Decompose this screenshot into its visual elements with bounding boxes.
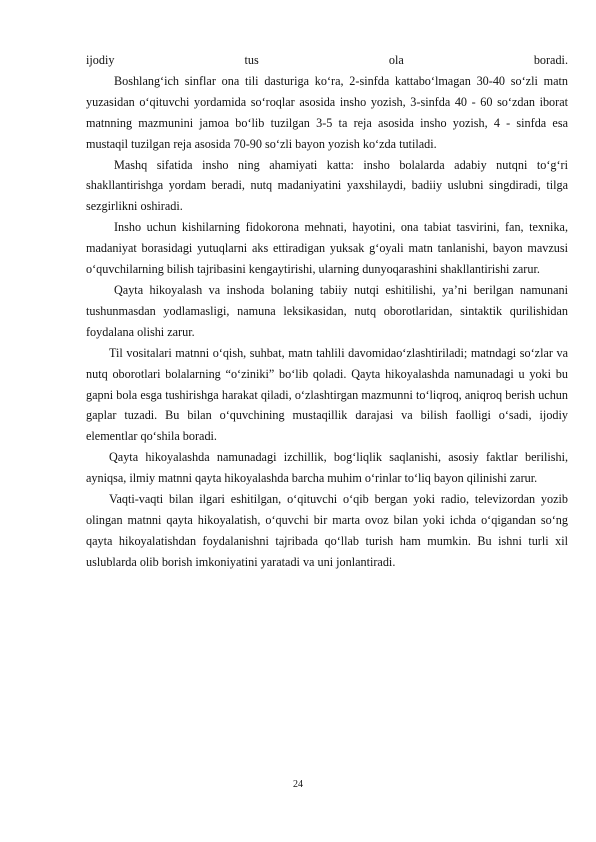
paragraph-language-tools: Til vositalari matnni o‘qish, suhbat, matn tahlili davomidao‘zlashtiriladi; matndagi so‘zlar va nutq oborotlari bolalarning “o‘ziniki” bo‘lib qoladi. Qayta hikoyalashda namunadagi u yoki bu gapni bola esga tushirishga harakat qiladi, o‘zlashtirgan mazmunni to‘liqroq, aniqroq berish uchun gaplar tuzadi. Bu bilan o‘quvchining mustaqillik darajasi va bilish faolligi o‘sadi, ijodiy elementlar qo‘shila boradi.	[86, 345, 568, 444]
continued-line	[86, 50, 568, 71]
word-ijodiy: ijodiy	[86, 53, 115, 67]
paragraph-curriculum: Boshlang‘ich sinflar ona tili dasturiga ko‘ra, 2-sinfda kattabo‘lmagan 30-40 so‘zli matn yuzasidan o‘qituvchi yordamida so‘roqlar asosida insho yozish, 3-sinfda 40 - 60 so‘zdan iborat matnning mazmunini jamoa bo‘lib tuzilgan 3-5 ta reja asosida insho yozish, 4 - sinfda esa mustaqil tuzilgan reja asosida 70-90 so‘zli bayon yozish ko‘zda tutiladi.	[86, 73, 568, 151]
paragraph-text-selection: Insho uchun kishilarning fidokorona mehnati, hayotini, ona tabiat tasvirini, fan, texnika, madaniyat borasidagi yutuqlarni aks ettiradigan yuksak g‘oyali matn tanlanishi, bayon mavzusi o‘quvchilarning bilish tajribasini kengaytirishi, ularning dunyoqarashini shakllantirishi zarur.	[86, 220, 568, 277]
document-page	[86, 50, 568, 573]
page-number: 24	[293, 779, 303, 790]
paragraph-retelling-consistency: Qayta hikoyalashda namunadagi izchillik, bog‘liqlik saqlanishi, asosiy faktlar berilishi, ayniqsa, ilmiy matnni qayta hikoyalashda barcha muhim o‘rinlar to‘liq bayon qilinishi zarur.	[86, 450, 568, 486]
word-boradi: boradi.	[533, 53, 568, 67]
paragraph-importance: Mashq sifatida insho ning ahamiyati katta: insho bolalarda adabiy nutqni to‘g‘ri shakllantirishga yordam beradi, nutq madaniyatini yaxshilaydi, badiiy uslubni singdiradi, tilga sezgirlikni oshiradi.	[86, 157, 568, 214]
paragraph-retelling-practice: Vaqti-vaqti bilan ilgari eshitilgan, o‘qituvchi o‘qib bergan yoki radio, televizordan yozib olingan matnni qayta hikoyalatish, o‘quvchi bir marta ovoz bilan yoki ichda o‘qigandan so‘ng qayta hikoyalatishdan foydalanishni tajribada qo‘llab turish ham mumkin. Bu ishni turli xil uslublarda olib borish imkoniyatini yaratadi va uni jonlantiradi.	[86, 492, 568, 569]
word-ola: ola	[388, 53, 404, 67]
word-tus: tus	[244, 53, 259, 67]
paragraph-natural-speech: Qayta hikoyalash va inshoda bolaning tabiiy nutqi eshitilishi, ya’ni berilgan namunani tushunmasdan yodlamasligi, namuna leksikasidan, nutq oborotlaridan, sintaktik qurilishidan foydalana olishi zarur.	[86, 282, 568, 339]
